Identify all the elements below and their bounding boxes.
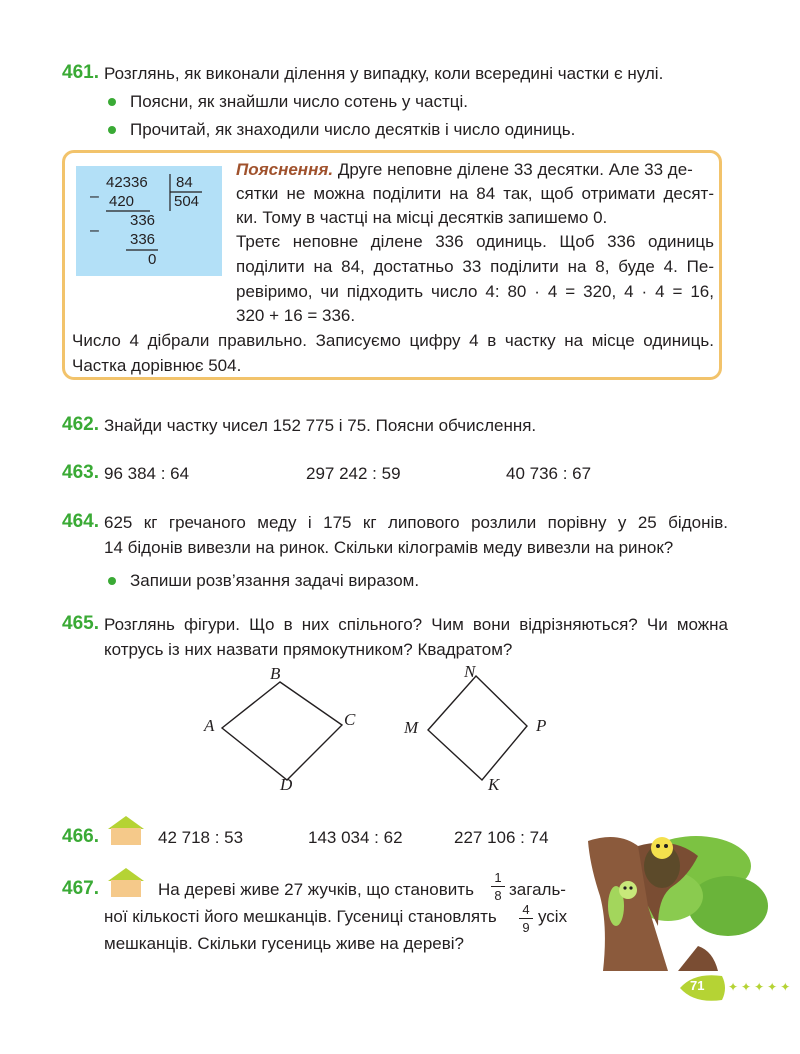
division-step-3: 336 xyxy=(130,231,156,248)
bullet-icon xyxy=(108,577,116,585)
explanation-line-3: ки. Тому в частці на місці десятків запишемо 0. xyxy=(236,208,608,227)
explanation-line-8: Число 4 дібрали правильно. Записуємо цифру 4 в частку на місце одиниць. xyxy=(72,331,714,350)
exercise-465-line-1: Розглянь фігури. Що в них спільного? Чим вони відрізняються? Чи можна xyxy=(104,615,728,634)
explanation-line-1 xyxy=(236,156,714,183)
exercise-number-463: 463. xyxy=(62,462,99,483)
exercise-467-line-2-end: усіх xyxy=(538,907,568,926)
rhombus-abcd xyxy=(222,682,342,780)
exercise-467-line-3: мешканців. Скільки гусениць живе на дереві? xyxy=(104,934,465,953)
exercise-467-line-2: ної кількості його мешканців. Гусениці становлять xyxy=(104,907,497,926)
exercise-465-line-2: котрусь із них назвати прямокутником? Квадратом? xyxy=(104,640,513,659)
vertex-label-d: D xyxy=(280,775,293,794)
minus-sign: – xyxy=(90,188,99,205)
page-number: 71 xyxy=(690,978,705,993)
vertex-label-m: M xyxy=(404,718,419,737)
divisor: 84 xyxy=(176,174,193,191)
dividend: 42336 xyxy=(106,174,148,191)
exercise-464-bullet: Запиши розв’язання задачі виразом. xyxy=(130,571,420,590)
exercise-number-467: 467. xyxy=(62,878,99,899)
remainder: 0 xyxy=(148,251,157,268)
exercise-461-bullet-2: Прочитай, як знаходили число десятків і число одиниць. xyxy=(130,120,576,139)
home-task-icon xyxy=(106,814,146,846)
division-step-1: 420 xyxy=(109,193,135,210)
explanation-line-7: 320 + 16 = 336. xyxy=(236,306,356,325)
fraction-denominator: 9 xyxy=(522,920,530,935)
exercise-466-expr-2: 143 034 : 62 xyxy=(308,828,403,847)
vertex-label-b: B xyxy=(270,664,281,683)
explanation-text-1: Друге неповне ділене 33 десятки. Але 33 де- xyxy=(337,160,693,179)
explanation-label: Пояснення. xyxy=(236,160,334,179)
decorative-stars: ✦✦✦✦✦ xyxy=(728,980,794,994)
bullet-icon xyxy=(108,98,116,106)
quotient: 504 xyxy=(174,193,200,210)
home-task-icon xyxy=(106,866,146,898)
exercise-466-expr-3: 227 106 : 74 xyxy=(454,828,549,847)
exercise-462-text: Знайди частку чисел 152 775 і 75. Поясни обчислення. xyxy=(104,416,537,435)
exercise-467-line-1: На дереві живе 27 жучків, що становить xyxy=(158,880,474,899)
vertex-label-c: C xyxy=(344,710,356,729)
square-mnpk xyxy=(428,676,527,780)
exercise-466-expr-1: 42 718 : 53 xyxy=(158,828,244,847)
fraction-numerator: 4 xyxy=(522,902,530,917)
rhombus-figures xyxy=(190,660,570,800)
exercise-463-expr-1: 96 384 : 64 xyxy=(104,464,190,483)
vertex-label-k: K xyxy=(488,775,500,794)
long-division-example xyxy=(76,166,222,276)
explanation-line-9: Частка дорівнює 504. xyxy=(72,356,242,375)
explanation-line-4: Третє неповне ділене 336 одиниць. Щоб 336 одиниць xyxy=(236,232,714,251)
exercise-number-462: 462. xyxy=(62,414,99,435)
exercise-464-line-1: 625 кг гречаного меду і 175 кг липового розлили порівну у 25 бідонів. xyxy=(104,513,728,532)
vertex-label-p: P xyxy=(536,716,547,735)
exercise-461-bullet-1: Поясни, як знайшли число сотень у частці. xyxy=(130,92,468,111)
exercise-463-expr-3: 40 736 : 67 xyxy=(506,464,592,483)
exercise-464-line-2: 14 бідонів вивезли на ринок. Скільки кілограмів меду вивезли на ринок? xyxy=(104,538,674,557)
long-division-lines xyxy=(76,166,222,276)
fraction-numerator: 1 xyxy=(494,870,502,885)
fraction-denominator: 8 xyxy=(494,888,502,903)
minus-sign: – xyxy=(90,222,99,239)
exercise-number-461: 461. xyxy=(62,62,99,83)
explanation-line-2: сятки не можна поділити на 84 так, щоб отримати десят- xyxy=(236,184,714,203)
fraction-four-ninths xyxy=(519,902,533,935)
exercise-461-text: Розглянь, як виконали ділення у випадку, коли всередині частки є нулі. xyxy=(104,64,664,83)
exercise-number-464: 464. xyxy=(62,511,99,532)
vertex-label-n: N xyxy=(464,662,476,681)
explanation-line-5: поділити на 84, достатньо 33 поділити на 8, буде 4. Пе- xyxy=(236,257,714,276)
division-step-2: 336 xyxy=(130,212,156,229)
explanation-line-6: ревіримо, чи підходить число 4: 80 · 4 = 320, 4 · 4 = 16, xyxy=(236,282,714,301)
exercise-467-line-1-end: загаль- xyxy=(509,880,566,899)
exercise-number-466: 466. xyxy=(62,826,99,847)
bullet-icon xyxy=(108,126,116,134)
exercise-463-expr-2: 297 242 : 59 xyxy=(306,464,401,483)
fraction-one-eighth xyxy=(491,870,505,903)
vertex-label-a: A xyxy=(204,716,215,735)
exercise-number-465: 465. xyxy=(62,613,99,634)
tree-with-bugs-illustration xyxy=(578,826,778,976)
